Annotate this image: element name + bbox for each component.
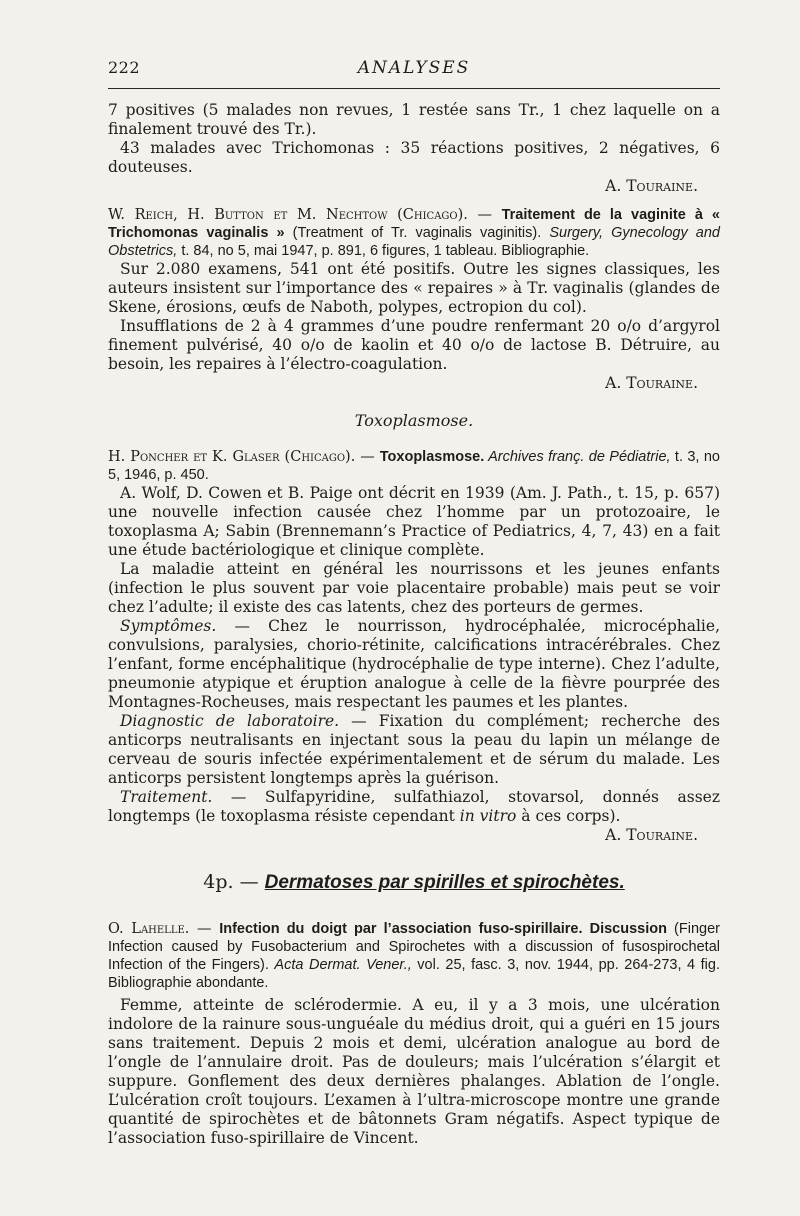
signature: A. Touraine. bbox=[605, 374, 698, 392]
paragraph-label: Symptômes. bbox=[120, 617, 217, 635]
header-rule bbox=[108, 88, 720, 89]
reference-entry bbox=[108, 448, 720, 484]
paragraph-text: — Sulfapyridine, sulfathiazol, stovarsol, donnés assez longtemps (le toxoplasma résiste cependant bbox=[108, 788, 720, 825]
reference-authors: H. Poncher et K. Glaser (Chicago). — bbox=[108, 449, 380, 465]
reference-journal: Archives franç. de Pédiatrie, bbox=[484, 449, 671, 465]
reference-details: t. 84, no 5, mai 1947, p. 891, 6 figures, 1 tableau. Bibliographie. bbox=[177, 243, 590, 259]
reference-details: vol. 25, fasc. 3, nov. 1944, pp. 264-273, 4 fig. Bibliographie abondante. bbox=[108, 957, 720, 991]
reference-journal: Surgery, Gynecology and Obstetrics, bbox=[108, 225, 720, 259]
section-title: Dermatoses par spirilles et spirochètes. bbox=[264, 872, 625, 893]
reference-authors: W. Reich, H. Button et M. Nechtow (Chicago). — bbox=[108, 207, 502, 223]
reference-translation: (Treatment of Tr. vaginalis vaginitis). bbox=[284, 225, 550, 241]
signature: A. Touraine. bbox=[605, 826, 698, 844]
reference-journal: Acta Dermat. Vener., bbox=[274, 957, 412, 973]
paragraph: La maladie atteint en général les nourrissons et les jeunes enfants (infection le plus souvent par voie placentaire probable) mais peut se voir chez l’adulte; il existe des cas latents, chez des porteurs de germes. bbox=[108, 560, 720, 616]
running-title: ANALYSES bbox=[357, 58, 471, 78]
paragraph-text: à ces corps). bbox=[516, 807, 621, 825]
paragraph: Sur 2.080 examens, 541 ont été positifs. Outre les signes classiques, les auteurs insistent sur l’importance des « repaires » à Tr. vaginalis (glandes de Skene, érosions, œufs de Naboth, polypes, ectropion du col). bbox=[108, 260, 720, 316]
paragraph bbox=[108, 617, 720, 712]
paragraph-text: — Chez le nourrisson, hydrocéphalée, microcéphalie, convulsions, paralysies, chorio-rétinite, calcifications intracérébrales. Chez l’enfant, forme encéphalitique (hydrocéphalie de type interne). Chez l’adulte, pneumonie atypique et éruption analogue à celle de la fièvre pourprée des Montagnes-Rocheuses, mais respectant les paumes et les plantes. bbox=[108, 617, 720, 711]
reference-title: Infection du doigt par l’association fuso-spirillaire. Discussion bbox=[219, 921, 667, 937]
paragraph: 43 malades avec Trichomonas : 35 réactions positives, 2 négatives, 6 douteuses. bbox=[108, 139, 720, 176]
paragraph: Femme, atteinte de sclérodermie. A eu, il y a 3 mois, une ulcération indolore de la rainure sous-unguéale du médius droit, qui a guéri en 15 jours sans traitement. Depuis 2 mois et demi, ulcération analogue au bord de l’ongle de l’annulaire droit. Pas de douleurs; mais l’ulcération s’élargit et suppure. Gonflement des deux dernières phalanges. Ablation de l’ongle. L’ulcération croît toujours. L’examen à l’ultra-microscope montre une grande quantité de spirochètes et de bâtonnets Gram négatifs. Aspect typique de l’association fuso-spirillaire de Vincent. bbox=[108, 996, 720, 1147]
paragraph-label: Diagnostic de laboratoire. bbox=[120, 712, 340, 730]
reference-details: t. 3, no 5, 1946, p. 450. bbox=[108, 449, 720, 483]
paragraph: Insufflations de 2 à 4 grammes d’une poudre renfermant 20 o/o d’argyrol finement pulvérisé, 40 o/o de kaolin et 40 o/o de lactose B. Détruire, au besoin, les repaires à l’électro-coagulation. bbox=[108, 317, 720, 373]
reference-entry bbox=[108, 920, 720, 992]
reference-entry bbox=[108, 206, 720, 260]
section-heading bbox=[108, 871, 720, 894]
paragraph-label: Traitement. bbox=[120, 788, 213, 806]
paragraph-text: — Fixation du complément; recherche des anticorps neutralisants en injectant sous la peau du lapin un mélange de cerveau de souris infectée expérimentalement et de sérum du malade. Les anticorps persistent longtemps après la guérison. bbox=[108, 712, 720, 787]
paragraph: 7 positives (5 malades non revues, 1 restée sans Tr., 1 chez laquelle on a finalement trouvé des Tr.). bbox=[108, 101, 720, 138]
paragraph bbox=[108, 712, 720, 788]
reference-title: Traitement de la vaginite à « Trichomonas vaginalis » bbox=[108, 207, 720, 241]
section-number: 4p. — bbox=[203, 871, 265, 893]
page-header bbox=[108, 58, 720, 84]
page-number: 222 bbox=[108, 58, 141, 77]
subsection-heading: Toxoplasmose. bbox=[354, 411, 474, 430]
reference-translation: (Finger Infection caused by Fusobacterium and Spirochetes with a discussion of fusospirochetal Infection of the Fingers). bbox=[108, 921, 720, 973]
paragraph: A. Wolf, D. Cowen et B. Paige ont décrit en 1939 (Am. J. Path., t. 15, p. 657) une nouvelle infection causée chez l’homme par un protozoaire, le toxoplasma A; Sabin (Brennemann’s Practice of Pediatrics, 4, 7, 43) en a fait une étude bactériologique et clinique complète. bbox=[108, 484, 720, 559]
reference-title: Toxoplasmose. bbox=[379, 449, 485, 465]
reference-authors: O. Lahelle. — bbox=[108, 921, 220, 937]
page-body bbox=[108, 101, 720, 1148]
paragraph bbox=[108, 788, 720, 826]
paragraph-emphasis: in vitro bbox=[459, 807, 517, 825]
signature: A. Touraine. bbox=[605, 177, 698, 195]
